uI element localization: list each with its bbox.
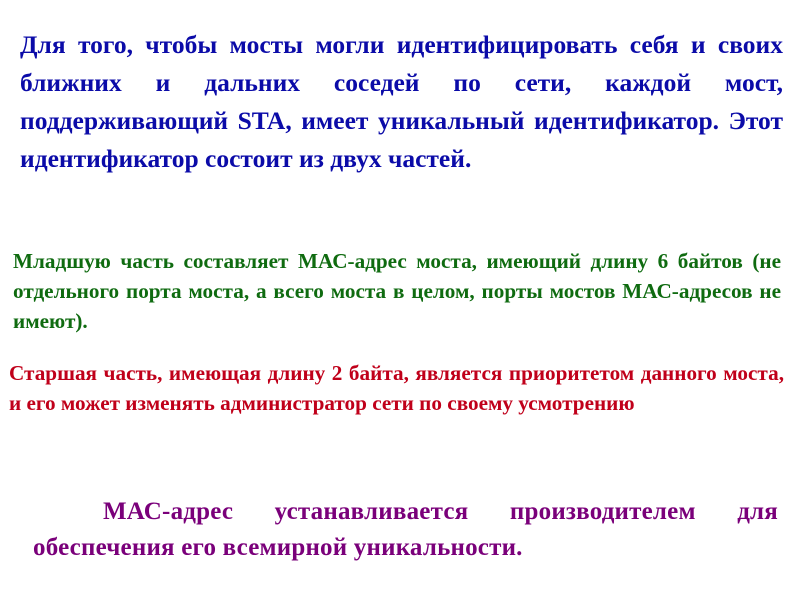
- paragraph-sta-identifier-intro: Для того, чтобы мосты могли идентифицировать себя и своих ближних и дальних соседей по сети, каждой мост, поддерживающий STA, имеет уникальный идентификатор. Этот идентификатор состоит из двух частей.: [20, 30, 783, 173]
- paragraph-low-part: Младшую часть составляет МАС-адрес моста, имеющий длину 6 байтов (не отдельного порта моста, а всего моста в целом, порты мостов МАС-адресов не имеют).: [13, 249, 781, 333]
- paragraph-mac-uniqueness: МАС-адрес устанавливается производителем для обеспечения его всемирной уникальности.: [33, 498, 778, 561]
- paragraph-high-part: Старшая часть, имеющая длину 2 байта, является приоритетом данного моста, и его может изменять администратор сети по своему усмотрению: [9, 361, 784, 415]
